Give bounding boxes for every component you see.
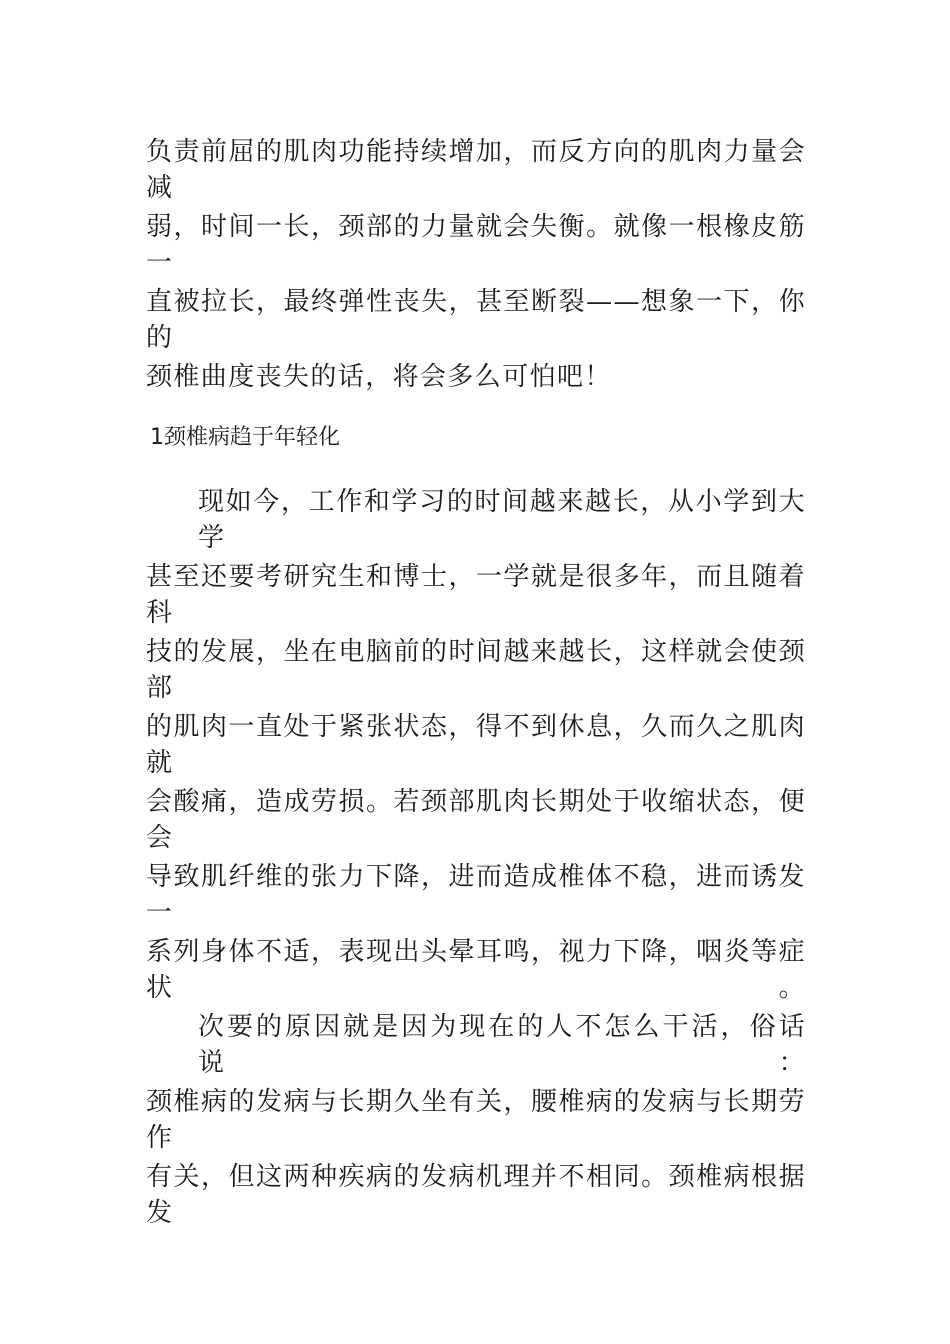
paragraph-2-line-6: 导致肌纤维的张力下降，进而造成椎体不稳，进而诱发一 bbox=[146, 862, 806, 928]
paragraph-3-line-1: 次要的原因就是因为现在的人不怎么干活，俗话说： bbox=[198, 1012, 806, 1078]
paragraph-2-line-5: 会酸痛，造成劳损。若颈部肌肉长期处于收缩状态，便会 bbox=[146, 787, 806, 853]
paragraph-2-line-7: 系列身体不适，表现出头晕耳鸣，视力下降，咽炎等症状。 bbox=[146, 937, 806, 1003]
paragraph-2-line-2: 甚至还要考研究生和博士，一学就是很多年，而且随着科 bbox=[146, 562, 806, 628]
paragraph-1-line-4: 颈椎曲度丧失的话，将会多么可怕吧！ bbox=[146, 362, 612, 392]
paragraph-2-line-3: 技的发展，坐在电脑前的时间越来越长，这样就会使颈部 bbox=[146, 637, 806, 703]
paragraph-1-line-3: 直被拉长，最终弹性丧失，甚至断裂——想象一下，你的 bbox=[146, 287, 806, 353]
section-heading: 1颈椎病趋于年轻化 bbox=[150, 425, 340, 450]
paragraph-2-line-4: 的肌肉一直处于紧张状态，得不到休息，久而久之肌肉就 bbox=[146, 712, 806, 778]
paragraph-3-line-3: 有关，但这两种疾病的发病机理并不相同。颈椎病根据发 bbox=[146, 1162, 806, 1228]
paragraph-2-line-1: 现如今，工作和学习的时间越来越长，从小学到大学 bbox=[198, 487, 806, 553]
paragraph-3-line-2: 颈椎病的发病与长期久坐有关，腰椎病的发病与长期劳作 bbox=[146, 1087, 806, 1153]
paragraph-1-line-1: 负责前屈的肌肉功能持续增加，而反方向的肌肉力量会减 bbox=[146, 137, 806, 203]
paragraph-1-line-2: 弱，时间一长，颈部的力量就会失衡。就像一根橡皮筋一 bbox=[146, 212, 806, 278]
